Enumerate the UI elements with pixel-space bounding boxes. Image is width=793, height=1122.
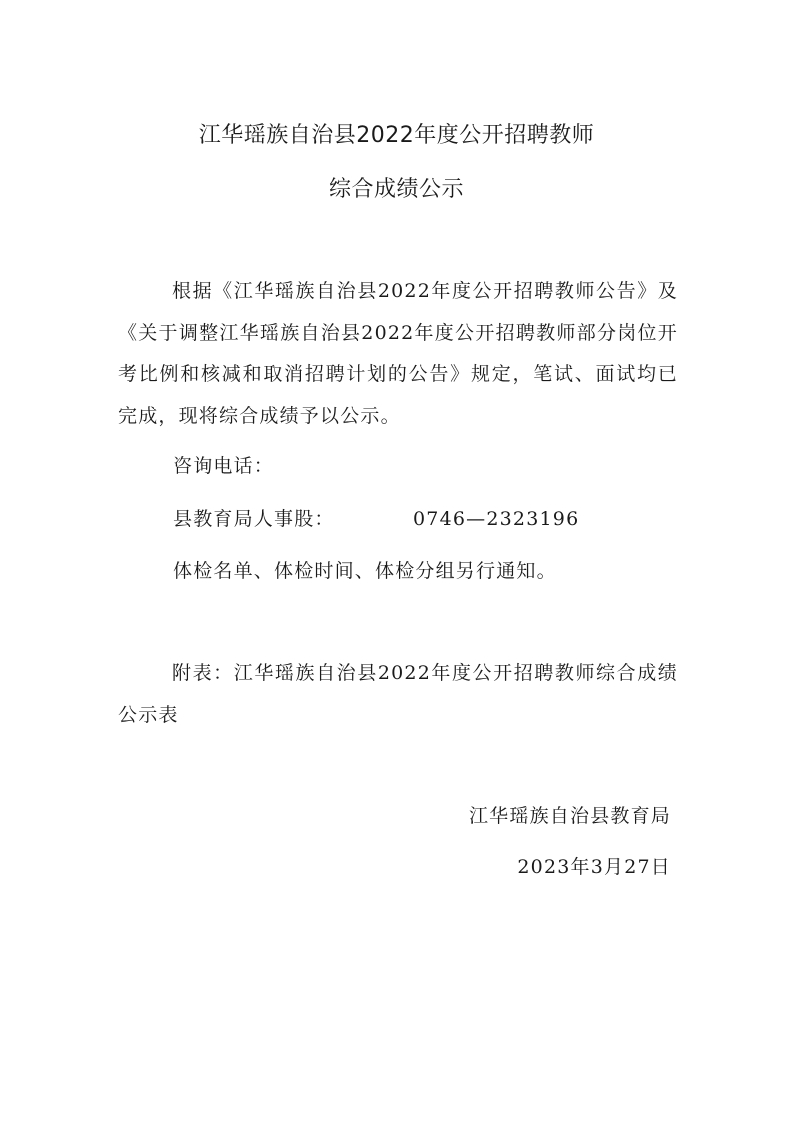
signature-organization: 江华瑶族自治县教育局 <box>468 805 671 827</box>
medical-exam-notice: 体检名单、体检时间、体检分组另行通知。 <box>173 560 557 582</box>
phone-line <box>173 504 579 531</box>
consult-label: 咨询电话： <box>173 455 275 477</box>
document-title: 江华瑶族自治县2022年度公开招聘教师 <box>198 123 595 148</box>
attachment-note: 附表：江华瑶族自治县2022年度公开招聘教师综合成绩公示表 <box>118 662 678 726</box>
main-paragraph: 根据《江华瑶族自治县2022年度公开招聘教师公告》及《关于调整江华瑶族自治县2022年度公开招聘教师部分岗位开考比例和核减和取消招聘计划的公告》规定，笔试、面试均已完成，现将综合成绩予以公示。 <box>118 280 678 427</box>
signature-date: 2023年3月27日 <box>517 856 671 878</box>
phone-label: 县教育局人事股： <box>173 508 335 530</box>
phone-number: 0746—2323196 <box>413 508 580 530</box>
document-subtitle: 综合成绩公示 <box>328 177 464 202</box>
